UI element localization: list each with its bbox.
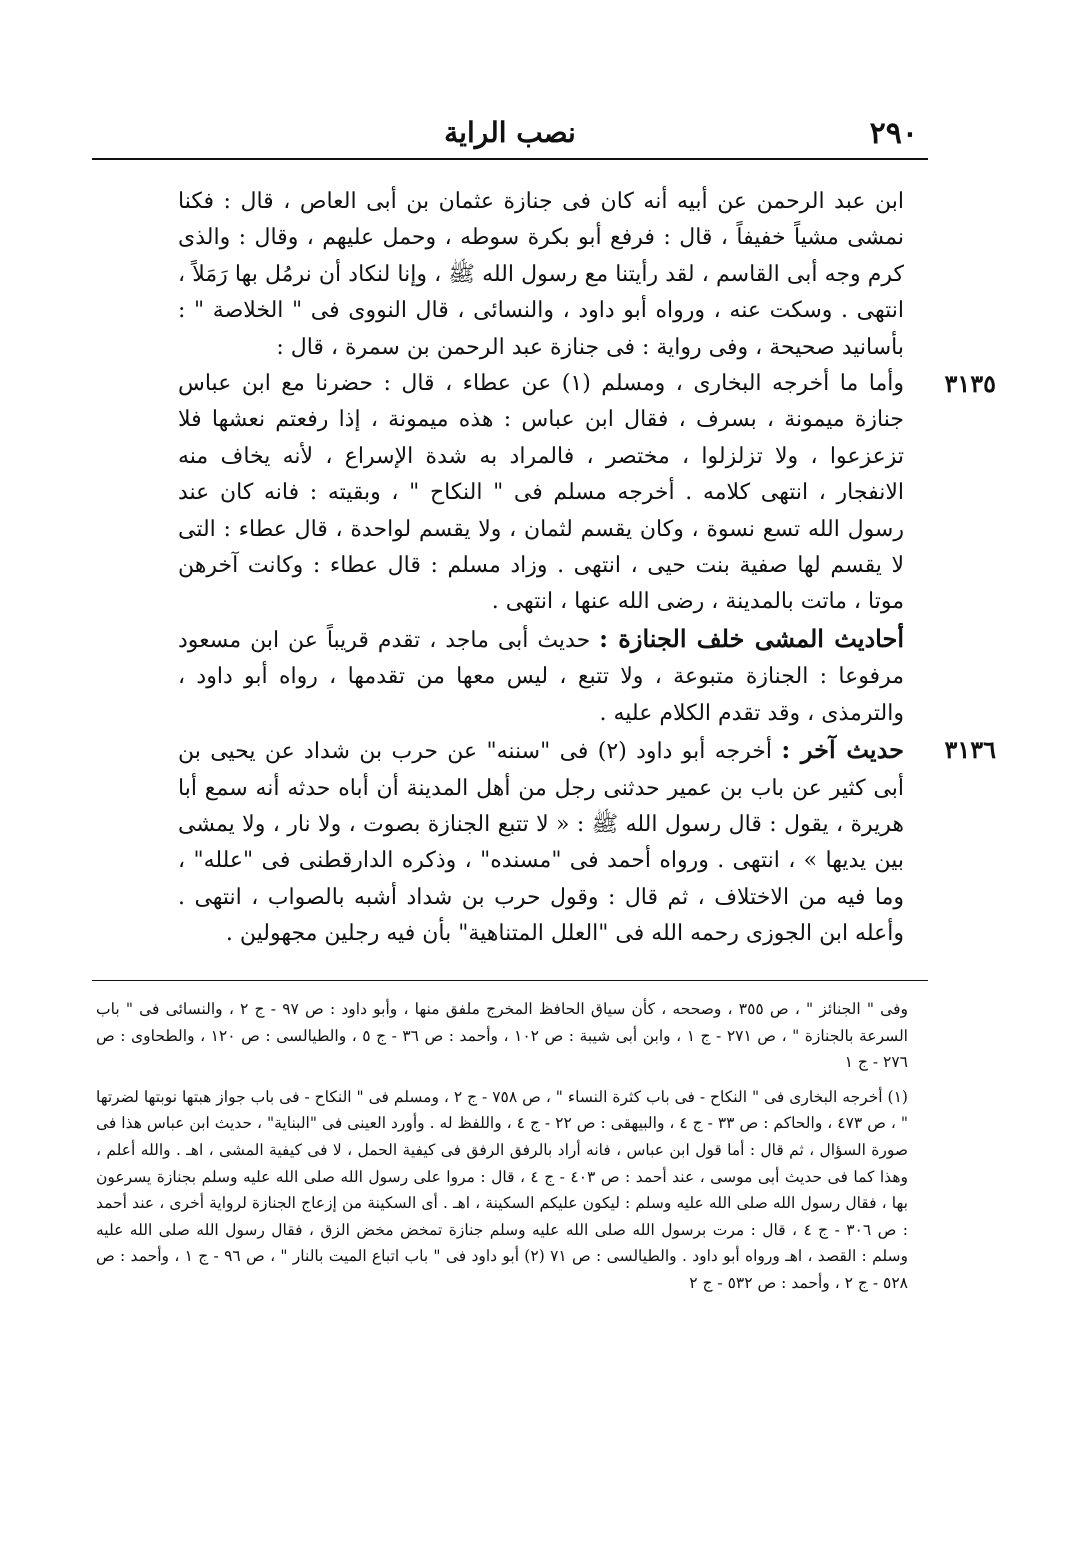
section-heading: أحاديث المشى خلف الجنازة : — [599, 623, 904, 653]
footnote-2-text: (٢) أبو داود فى " باب اتباع الميت بالنار " ، ص ٩٦ - ج ١ ، وأحمد : ص ٥٢٨ - ج ٢ ، وأحمد : ص ٥٣٢ - ج ٢ — [96, 1247, 908, 1292]
page-header — [92, 108, 928, 160]
footnotes — [96, 996, 908, 1297]
main-text — [178, 184, 996, 953]
intro-paragraph: ابن عبد الرحمن عن أبيه أنه كان فى جنازة عثمان بن أبى العاص ، قال : فكنا نمشى مشياً خفيفاً ، قال : فرفع أبو بكرة سوطه ، وحمل عليهم ، وقال : والذى كرم وجه أبى القاسم ، لقد رأيتنا مع رسول الله ﷺ ، وإنا لنكاد أن نرمُل بها رَمَلاً ، انتهى . وسكت عنه ، ورواه أبو داود ، والنسائى ، قال النووى فى " الخلاصة " : بأسانيد صحيحة ، وفى رواية : فى جنازة عبد الرحمن بن سمرة ، قال : — [178, 189, 904, 360]
footnote-divider — [92, 980, 928, 981]
running-title: نصب الراية — [444, 116, 576, 149]
hadith-3135 — [178, 366, 996, 621]
hadith-number: ٣١٣٦ — [944, 735, 996, 765]
hadith-text: وأما ما أخرجه البخارى ، ومسلم (١) عن عطاء ، قال : حضرنا مع ابن عباس جنازة ميمونة ، بسرف ، فقال ابن عباس : هذه ميمونة ، إذا رفعتم نعشها فلا تزعزعوا ، ولا تزلزلوا ، مختصر ، فالمراد به شدة الإسراع ، لأنه يخاف منه الانفجار ، انتهى كلامه . أخرجه مسلم فى " النكاح " ، وبقيته : فانه كان عند رسول الله تسع نسوة ، وكان يقسم لثمان ، ولا يقسم لواحدة ، قال عطاء : التى لا يقسم لها صفية بنت حيى ، انتهى . وزاد مسلم : قال عطاء : وكانت آخرهن موتا ، ماتت بالمدينة ، رضى الله عنها ، انتهى . — [178, 371, 904, 615]
section-text: حديث أبى ماجد ، تقدم قريباً عن ابن مسعود مرفوعا : الجنازة متبوعة ، ولا تتبع ، ليس معها من تقدمها ، رواه أبو داود ، والترمذى ، وقد تقدم الكلام عليه . — [178, 627, 904, 726]
footnote-1 — [96, 1084, 908, 1297]
footnote-1-text: (١) أخرجه البخارى فى " النكاح - فى باب كثرة النساء " ، ص ٧٥٨ - ج ٢ ، ومسلم فى " النكاح - فى باب جواز هبتها نوبتها لضرتها " ، ص ٤٧٣ ، والحاكم : ص ٣٣ - ج ٤ ، والبيهقى : ص ٢٢ - ج ٤ ، واللفظ له . وأورد العينى فى "البناية" ، حديث ابن عباس هذا فى صورة السؤال ، ثم قال : أما قول ابن عباس ، فانه أراد بالرفق الرفق فى كيفية الحمل ، لا فى كيفية المشى ، اهـ . والله أعلم ، وهذا كما فى حديث أبى موسى ، عند أحمد : ص ٤٠٣ - ج ٤ ، قال : مروا على رسول الله صلى الله عليه وسلم بجنازة يسرعون بها ، فقال رسول الله صلى الله عليه وسلم : ليكون عليكم السكينة ، اهـ . أى السكينة من إزعاج الجنازة لرواية أخرى ، عند أحمد : ص ٣٠٦ - ج ٤ ، قال : مرت برسول الله صلى الله عليه وسلم جنازة تمخض مخض الزق ، فقال رسول الله صلى الله عليه وسلم : القصد ، اهـ ورواه أبو داود . والطيالسى : ص ٧١ — [96, 1087, 909, 1266]
page-number: ٢٩٠ — [869, 116, 918, 151]
hadith-text: أخرجه أبو داود (٢) فى "سننه" عن حرب بن شداد عن يحيى بن أبى كثير عن باب بن عمير حدثنى رجل من أهل المدينة أن أباه حدثه أنه سمع أبا هريرة ، يقول : قال رسول الله ﷺ : « لا تتبع الجنازة بصوت ، ولا نار ، ولا يمشى بين يديها » ، انتهى . ورواه أحمد فى "مسنده" ، وذكره الدارقطنى فى "علله" ، وما فيه من الاختلاف ، ثم قال : وقول حرب بن شداد أشبه بالصواب ، انتهى . وأعله ابن الجوزى رحمه الله فى "العلل المتناهية" بأن فيه رجلين مجهولين . — [178, 739, 904, 947]
hadith-heading: حديث آخر : — [781, 735, 904, 765]
section-walking-behind-funeral — [178, 621, 904, 732]
footnote-continuation: وفى " الجنائز " ، ص ٣٥٥ ، وصححه ، كأن سياق الحافظ المخرج ملفق منها ، وأبو داود : ص ٩٧ - ج ٢ ، والنسائى فى " باب السرعة بالجنازة " ، ص ٢٧١ - ج ١ ، وابن أبى شيبة : ص ١٠٢ ، وأحمد : ص ٣٦ - ج ٥ ، والطيالسى : ص ١٢٠ ، والطحاوى : ص ٢٧٦ - ج ١ — [96, 1000, 908, 1072]
hadith-number: ٣١٣٥ — [944, 369, 996, 399]
hadith-3136 — [178, 732, 996, 952]
